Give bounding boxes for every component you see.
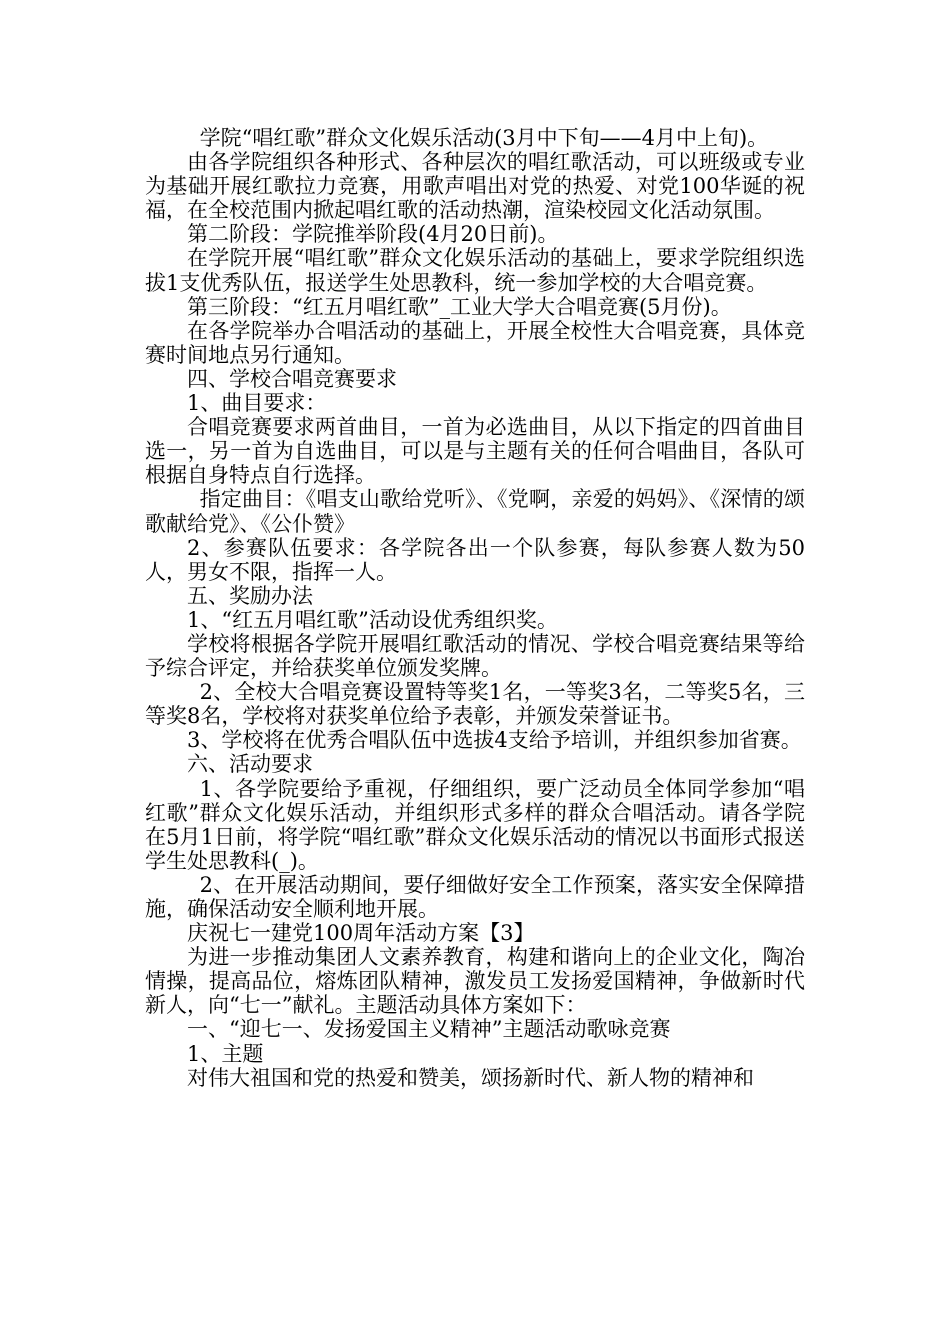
paragraph-provincial-selection: 3、学校将在优秀合唱队伍中选拔4支给予培训，并组织参加省赛。: [187, 728, 802, 753]
paragraph-prize-settings: 2、全校大合唱竞赛设置特等奖1名，一等奖3名，二等奖5名，三等奖8名，学校将对获奖单位给予表彰，并颁发荣誉证书。: [145, 680, 805, 729]
paragraph-stage-three-detail: 在各学院举办合唱活动的基础上，开展全校性大合唱竞赛，具体竞赛时间地点另行通知。: [145, 318, 805, 367]
paragraph-college-organization: 由各学院组织各种形式、各种层次的唱红歌活动，可以班级或专业为基础开展红歌拉力竞赛，用歌声唱出对党的热爱、对党100华诞的祝福，在全校范围内掀起唱红歌的活动热潮，渲染校园文化活动氛围。: [145, 150, 805, 223]
paragraph-theme: 对伟大祖国和党的热爱和赞美，颂扬新时代、新人物的精神和: [187, 1065, 754, 1090]
paragraph-stage-two: 第二阶段：学院推举阶段(4月20日前)。: [187, 222, 559, 247]
paragraph-college-singing-activity: 学院“唱红歌”群众文化娱乐活动(3月中下旬——4月中上旬)。: [199, 126, 769, 150]
paragraph-plan-intro: 为进一步推动集团人文素养教育，构建和谐向上的企业文化，陶冶情操，提高品位，熔炼团队精神，激发员工发扬爱国精神，争做新时代新人，向“七一”献礼。主题活动具体方案如下：: [145, 945, 805, 1018]
paragraph-award-evaluation: 学校将根据各学院开展唱红歌活动的情况、学校合唱竞赛结果等给予综合评定，并给获奖单位颁发奖牌。: [145, 631, 805, 681]
heading-awards: 五、奖励办法: [187, 583, 313, 608]
paragraph-stage-two-detail: 在学院开展“唱红歌”群众文化娱乐活动的基础上，要求学院组织选拔1支优秀队伍，报送学生处思教科，统一参加学校的大合唱竞赛。: [145, 246, 805, 295]
paragraph-team-requirements: 2、参赛队伍要求：各学院各出一个队参赛，每队参赛人数为50人，男女不限，指挥一人。: [145, 535, 805, 584]
paragraph-stage-three: 第三阶段：“红五月唱红歌”_工业大学大合唱竞赛(5月份)。: [187, 294, 732, 319]
paragraph-designated-songs: 指定曲目：《唱支山歌给党听》、《党啊，亲爱的妈妈》、《深情的颂歌献给党》、《公仆赞》: [145, 487, 805, 536]
paragraph-song-requirements: 合唱竞赛要求两首曲目，一首为必选曲目，从以下指定的四首曲目选一，另一首为自选曲目，可以是与主题有关的任何合唱曲目，各队可根据自身特点自行选择。: [145, 415, 805, 488]
heading-theme: 1、主题: [187, 1041, 264, 1066]
paragraph-requirement-one: 1、各学院要给予重视，仔细组织，要广泛动员全体同学参加“唱红歌”群众文化娱乐活动，并组织形式多样的群众合唱活动。请各学院在5月1日前，将学院“唱红歌”群众文化娱乐活动的情况以书面形式报送学生处思教科(_)。: [145, 776, 805, 873]
heading-activity-requirements: 六、活动要求: [187, 752, 313, 777]
paragraph-organization-award: 1、“红五月唱红歌”活动设优秀组织奖。: [187, 607, 558, 632]
heading-plan-three: 庆祝七一建党100周年活动方案【3】: [187, 921, 535, 946]
heading-singing-competition: 一、“迎七一、发扬爱国主义精神”主题活动歌咏竞赛: [187, 1017, 671, 1042]
paragraph-requirement-two: 2、在开展活动期间，要仔细做好安全工作预案，落实安全保障措施，确保活动安全顺利地开展。: [145, 872, 805, 921]
heading-competition-requirements: 四、学校合唱竞赛要求: [187, 366, 397, 391]
document-body: [145, 126, 805, 1090]
heading-song-requirements: 1、曲目要求：: [187, 391, 327, 416]
